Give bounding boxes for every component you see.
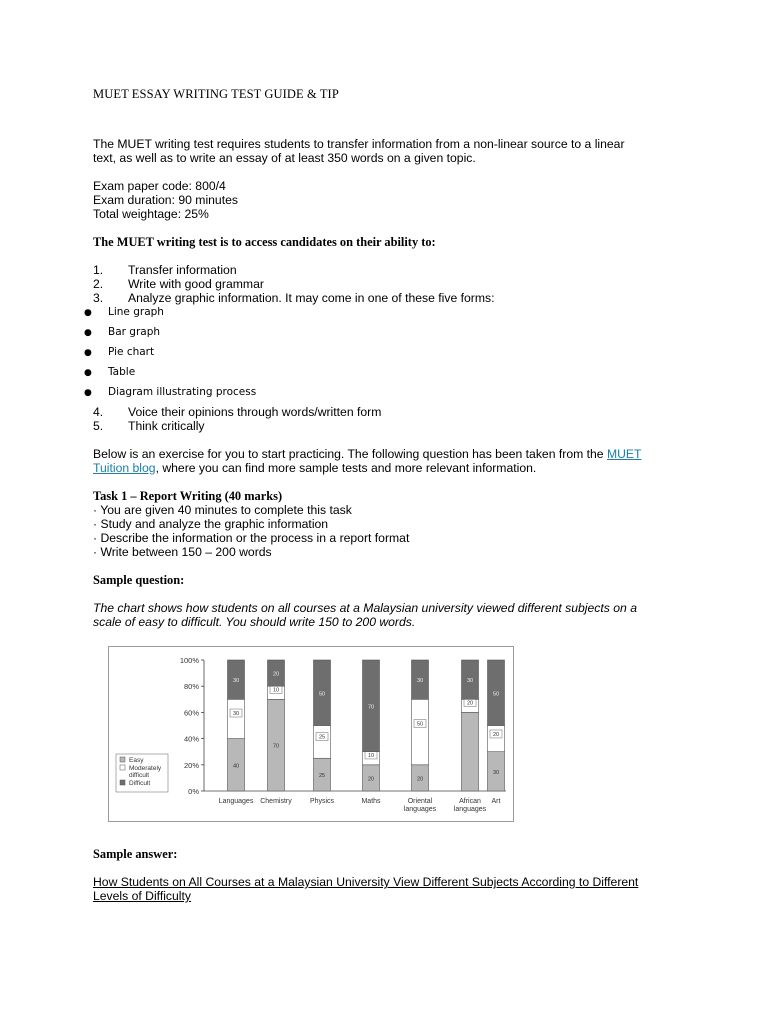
legend-label: difficult (129, 772, 150, 779)
data-label: 70 (272, 743, 280, 750)
chart-frame (109, 647, 514, 822)
y-tick-label: 20% (183, 760, 199, 770)
data-label: 10 (367, 752, 375, 759)
intro-line-2: text, as well as to write an essay of at least 350 words on a given topic. (93, 151, 476, 165)
data-label: 50 (318, 691, 326, 698)
data-label: 50 (492, 691, 500, 698)
item-text: Voice their opinions through words/written form (128, 405, 382, 419)
ability-heading: The MUET writing test is to access candidates on their ability to: (93, 235, 436, 249)
bullet-icon: ● (84, 348, 92, 358)
form-bullet-item (84, 346, 154, 360)
question-line-2: scale of easy to difficult. You should write 150 to 200 words. (93, 615, 416, 629)
answer-title-line-2: Levels of Difficulty (93, 889, 191, 903)
form-bullet-item (84, 326, 160, 340)
y-tick-label: 100% (179, 656, 199, 665)
data-label: 30 (232, 678, 240, 685)
data-label: 20 (367, 776, 375, 783)
item-text: Analyze graphic information. It may come in one of these five forms: (128, 291, 495, 305)
legend-swatch (120, 757, 125, 762)
bullet-icon: ● (84, 368, 92, 378)
bullet-icon: ● (84, 388, 92, 398)
data-label: 20 (466, 700, 474, 707)
data-label: 25 (318, 734, 326, 741)
form-label: Bar graph (108, 326, 161, 338)
page-title: MUET ESSAY WRITING TEST GUIDE & TIP (93, 87, 339, 101)
data-label: 20 (416, 776, 424, 783)
data-label: 70 (367, 704, 375, 711)
legend-swatch (120, 765, 125, 770)
legend-swatch (120, 780, 125, 785)
x-tick-label: Languages (218, 798, 254, 805)
task-item: · Describe the information or the process in a report format (93, 531, 410, 545)
form-label: Diagram illustrating process (108, 386, 257, 398)
x-tick-label: languages (403, 806, 437, 813)
ability-item (93, 405, 381, 419)
exercise-text: , where you can find more sample tests and more relevant information. (155, 461, 537, 475)
legend-label: Easy (129, 757, 144, 764)
ability-item (93, 277, 264, 291)
bar-segment (314, 726, 331, 759)
data-label: 50 (416, 721, 424, 728)
task-item: · Study and analyze the graphic information (93, 517, 329, 531)
intro-line-1: The MUET writing test requires students to transfer information from a non-linear source to a linear (93, 137, 625, 151)
data-label: 40 (232, 763, 240, 770)
item-number: 3. (93, 291, 104, 305)
question-line-1: The chart shows how students on all courses at a Malaysian university viewed different subjects on a (93, 601, 637, 615)
task-item: · You are given 40 minutes to complete this task (93, 503, 352, 517)
x-tick-label: Maths (361, 798, 381, 805)
form-bullet-item (84, 306, 164, 320)
task-item: · Write between 150 – 200 words (93, 545, 272, 559)
item-number: 4. (93, 405, 104, 419)
bar-segment (228, 699, 245, 738)
x-tick-label: Chemistry (260, 798, 292, 805)
item-text: Write with good grammar (128, 277, 264, 291)
item-number: 1. (93, 263, 104, 277)
exam-code: Exam paper code: 800/4 (93, 179, 226, 193)
bar-segment (412, 699, 429, 765)
x-tick-label: languages (453, 806, 487, 813)
muet-tuition-link[interactable]: Tuition blog (93, 461, 156, 475)
data-label: 30 (416, 678, 424, 685)
form-bullet-item (84, 366, 135, 380)
y-tick-label: 40% (183, 734, 199, 744)
x-tick-label: Oriental (407, 798, 433, 805)
difficulty-chart (108, 646, 514, 822)
difficulty-chart-svg (108, 646, 514, 822)
data-label: 30 (232, 711, 240, 718)
legend-label: Difficult (129, 780, 151, 787)
answer-title-line-1: How Students on All Courses at a Malaysian University View Different Subjects According to Different (93, 875, 639, 889)
legend-label: Moderately (129, 765, 162, 772)
total-weightage: Total weightage: 25% (93, 207, 209, 221)
form-bullet-item (84, 386, 256, 400)
y-tick-label: 80% (183, 682, 199, 692)
item-number: 2. (93, 277, 104, 291)
bullet-icon: ● (84, 328, 92, 338)
exam-duration: Exam duration: 90 minutes (93, 193, 238, 207)
ability-item (93, 263, 237, 277)
bullet-icon: ● (84, 308, 92, 318)
form-label: Table (108, 366, 136, 378)
ability-item (93, 419, 205, 433)
data-label: 25 (318, 773, 326, 780)
data-label: 20 (492, 731, 500, 738)
exercise-text: Below is an exercise for you to start practicing. The following question has been taken from the (93, 447, 604, 461)
bar-segment (488, 726, 505, 752)
y-tick-label: 0% (188, 787, 199, 796)
y-tick-label: 60% (183, 708, 199, 718)
bar-segment (462, 712, 479, 791)
task-heading: Task 1 – Report Writing (40 marks) (93, 489, 283, 503)
item-number: 5. (93, 419, 104, 433)
data-label: 20 (272, 671, 280, 678)
item-text: Think critically (128, 419, 205, 433)
x-tick-label: African (459, 798, 481, 805)
ability-item (93, 291, 494, 305)
form-label: Pie chart (108, 346, 155, 358)
data-label: 30 (466, 678, 474, 685)
item-text: Transfer information (128, 263, 237, 277)
exercise-line-1 (93, 447, 642, 461)
data-label: 10 (272, 687, 280, 694)
x-tick-label: Physics (309, 798, 335, 805)
sample-question-heading: Sample question: (93, 573, 185, 587)
x-tick-label: Art (491, 798, 501, 805)
exercise-line-2 (93, 461, 536, 475)
data-label: 30 (492, 769, 500, 776)
form-label: Line graph (108, 306, 164, 318)
muet-tuition-link[interactable]: MUET (606, 447, 642, 461)
sample-answer-heading: Sample answer: (93, 847, 178, 861)
